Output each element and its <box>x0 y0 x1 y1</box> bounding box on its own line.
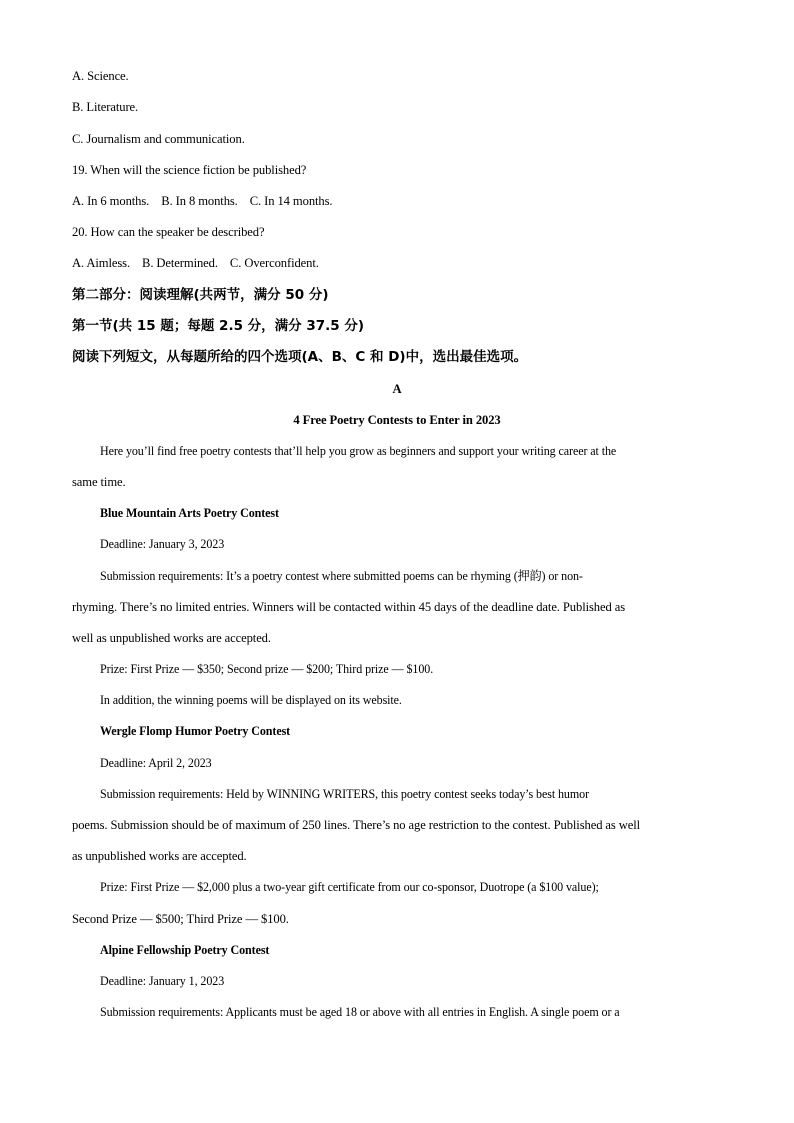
q20-question: 20. How can the speaker be described? <box>72 225 265 239</box>
contest1-req-line2: rhyming. There’s no limited entries. Winners will be contacted within 45 days of the deadline date. Published as <box>72 600 626 614</box>
contest1-extra: In addition, the winning poems will be displayed on its website. <box>100 693 402 707</box>
q19-option-b: B. In 8 months. <box>161 194 238 208</box>
section-subheading: 第一节(共 15 题；每题 2.5 分，满分 37.5 分) <box>72 318 365 334</box>
q20-options <box>72 255 722 271</box>
contest2-name: Wergle Flomp Humor Poetry Contest <box>100 724 291 738</box>
contest2-prize-line2: Second Prize — $500; Third Prize — $100. <box>72 912 289 926</box>
passage-title: 4 Free Poetry Contests to Enter in 2023 <box>293 413 501 427</box>
passage-intro-line2: same time. <box>72 475 126 489</box>
contest1-deadline: Deadline: January 3, 2023 <box>100 537 225 551</box>
q19-question: 19. When will the science fiction be published? <box>72 163 307 177</box>
passage-intro-line1: Here you’ll find free poetry contests that’ll help you grow as beginners and support your writing career at the <box>100 444 617 458</box>
contest3-deadline: Deadline: January 1, 2023 <box>100 974 225 988</box>
contest3-name: Alpine Fellowship Poetry Contest <box>100 943 270 957</box>
section-instruction: 阅读下列短文，从每题所给的四个选项(A、B、C 和 D)中，选出最佳选项。 <box>72 349 528 365</box>
q18-option-c: C. Journalism and communication. <box>72 132 245 146</box>
contest2-prize-line1: Prize: First Prize — $2,000 plus a two-year gift certificate from our co-sponsor, Duotrope (a $100 value); <box>100 880 599 894</box>
contest1-prize: Prize: First Prize — $350; Second prize — $200; Third prize — $100. <box>100 662 434 676</box>
passage-letter: A <box>392 382 402 396</box>
q18-option-a: A. Science. <box>72 69 129 83</box>
q19-option-c: C. In 14 months. <box>249 194 333 208</box>
contest1-req-line3: well as unpublished works are accepted. <box>72 631 271 645</box>
contest2-req-line2: poems. Submission should be of maximum of 250 lines. There’s no age restriction to the contest. Published as well <box>72 818 641 832</box>
contest3-req-line1: Submission requirements: Applicants must be aged 18 or above with all entries in English. A single poem or a <box>100 1005 620 1019</box>
q20-option-c: C. Overconfident. <box>229 256 319 270</box>
q19-options <box>72 193 722 209</box>
q18-option-b: B. Literature. <box>72 100 139 114</box>
contest1-req-line1: Submission requirements: It’s a poetry contest where submitted poems can be rhyming (押韵) or non- <box>100 569 583 583</box>
contest1-name: Blue Mountain Arts Poetry Contest <box>100 506 279 520</box>
q19-option-a: A. In 6 months. <box>72 194 150 208</box>
contest2-req-line1: Submission requirements: Held by WINNING WRITERS, this poetry contest seeks today’s best humor <box>100 787 589 801</box>
section-heading: 第二部分：阅读理解(共两节，满分 50 分) <box>72 287 329 303</box>
q20-option-b: B. Determined. <box>142 256 218 270</box>
q20-option-a: A. Aimless. <box>72 256 131 270</box>
contest2-deadline: Deadline: April 2, 2023 <box>100 756 212 770</box>
contest2-req-line3: as unpublished works are accepted. <box>72 849 247 863</box>
